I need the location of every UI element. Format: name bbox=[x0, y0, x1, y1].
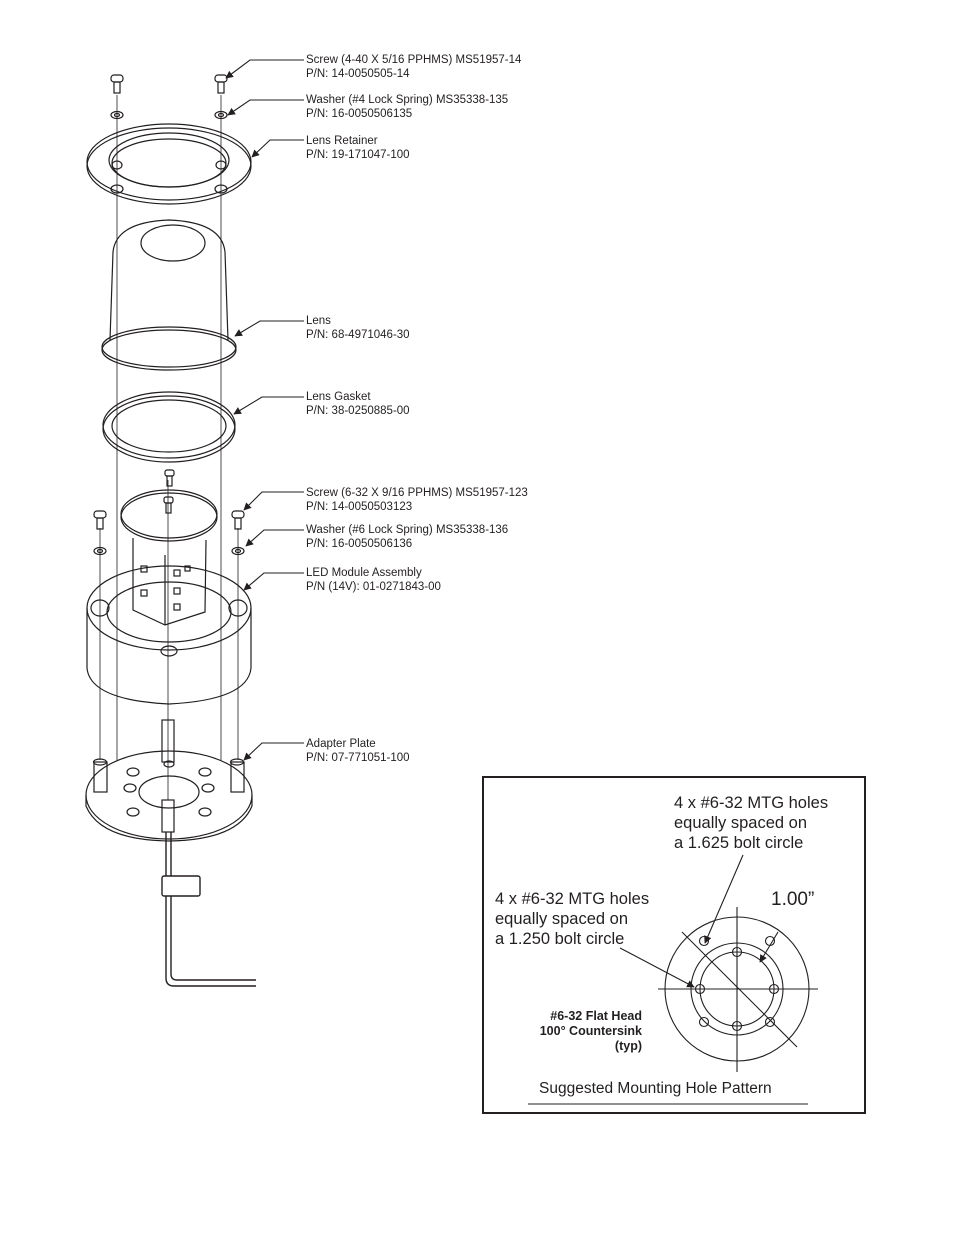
adapter-plate bbox=[86, 720, 252, 841]
callout-description: Washer (#4 Lock Spring) MS35338-135 bbox=[306, 94, 509, 106]
callout-part-number: P/N: 07-771051-100 bbox=[306, 751, 410, 764]
callout-description: Lens Gasket bbox=[306, 391, 371, 403]
note-line: (typ) bbox=[614, 1039, 642, 1053]
callout-description: Lens Retainer bbox=[306, 135, 378, 147]
note-line: 100° Countersink bbox=[539, 1024, 642, 1038]
note-line: #6-32 Flat Head bbox=[550, 1009, 642, 1023]
note-line: a 1.250 bolt circle bbox=[495, 930, 625, 948]
base-housing bbox=[87, 566, 251, 704]
screw-6-32-pair bbox=[94, 511, 244, 529]
callout-part-number: P/N: 19-171047-100 bbox=[306, 148, 410, 161]
callout-screw-6-32 bbox=[306, 487, 528, 514]
pattern-caption: Suggested Mounting Hole Pattern bbox=[539, 1080, 772, 1097]
callout-screw-4-40 bbox=[306, 54, 521, 81]
diameter-dimension: 1.00” bbox=[771, 889, 815, 910]
inner-bolt-circle-note bbox=[495, 889, 649, 949]
callout-part-number: P/N: 16-0050506135 bbox=[306, 107, 413, 120]
callout-description: LED Module Assembly bbox=[306, 567, 422, 579]
callout-part-number: P/N: 68-4971046-30 bbox=[306, 328, 410, 341]
note-line: equally spaced on bbox=[495, 910, 629, 928]
note-line: 4 x #6-32 MTG holes bbox=[674, 794, 829, 812]
outer-bolt-circle-note bbox=[674, 793, 828, 853]
callout-description: Washer (#6 Lock Spring) MS35338-136 bbox=[306, 524, 509, 536]
callout-washer-6 bbox=[306, 524, 508, 551]
lens bbox=[102, 220, 236, 370]
callout-part-number: P/N: 14-0050503123 bbox=[306, 500, 413, 513]
callout-part-number: P/N: 16-0050506136 bbox=[306, 537, 413, 550]
washer-6-pair bbox=[94, 548, 244, 555]
washer-4-pair bbox=[111, 112, 227, 119]
countersink-note bbox=[540, 1009, 642, 1054]
callout-description: Lens bbox=[306, 315, 331, 327]
callout-description: Screw (6-32 X 9/16 PPHMS) MS51957-123 bbox=[306, 487, 528, 499]
callout-description: Screw (4-40 X 5/16 PPHMS) MS51957-14 bbox=[306, 54, 522, 66]
lens-retainer bbox=[87, 124, 251, 204]
callout-adapter-plate bbox=[306, 738, 410, 765]
note-line: 4 x #6-32 MTG holes bbox=[495, 890, 650, 908]
note-line: equally spaced on bbox=[674, 814, 808, 832]
callout-led-module bbox=[306, 567, 441, 594]
lead-wire bbox=[162, 832, 256, 986]
callout-washer-4 bbox=[306, 94, 508, 121]
screw-4-40-pair bbox=[111, 75, 227, 93]
callout-description: Adapter Plate bbox=[306, 738, 376, 750]
callout-part-number: P/N: 38-0250885-00 bbox=[306, 404, 410, 417]
callout-lens bbox=[306, 315, 410, 342]
led-module-assembly bbox=[121, 470, 217, 625]
callout-part-number: P/N (14V): 01-0271843-00 bbox=[306, 580, 441, 593]
lens-gasket bbox=[103, 392, 235, 462]
note-line: a 1.625 bolt circle bbox=[674, 834, 804, 852]
callout-part-number: P/N: 14-0050505-14 bbox=[306, 67, 410, 80]
callout-lens-retainer bbox=[306, 135, 410, 162]
callout-lens-gasket bbox=[306, 391, 410, 418]
